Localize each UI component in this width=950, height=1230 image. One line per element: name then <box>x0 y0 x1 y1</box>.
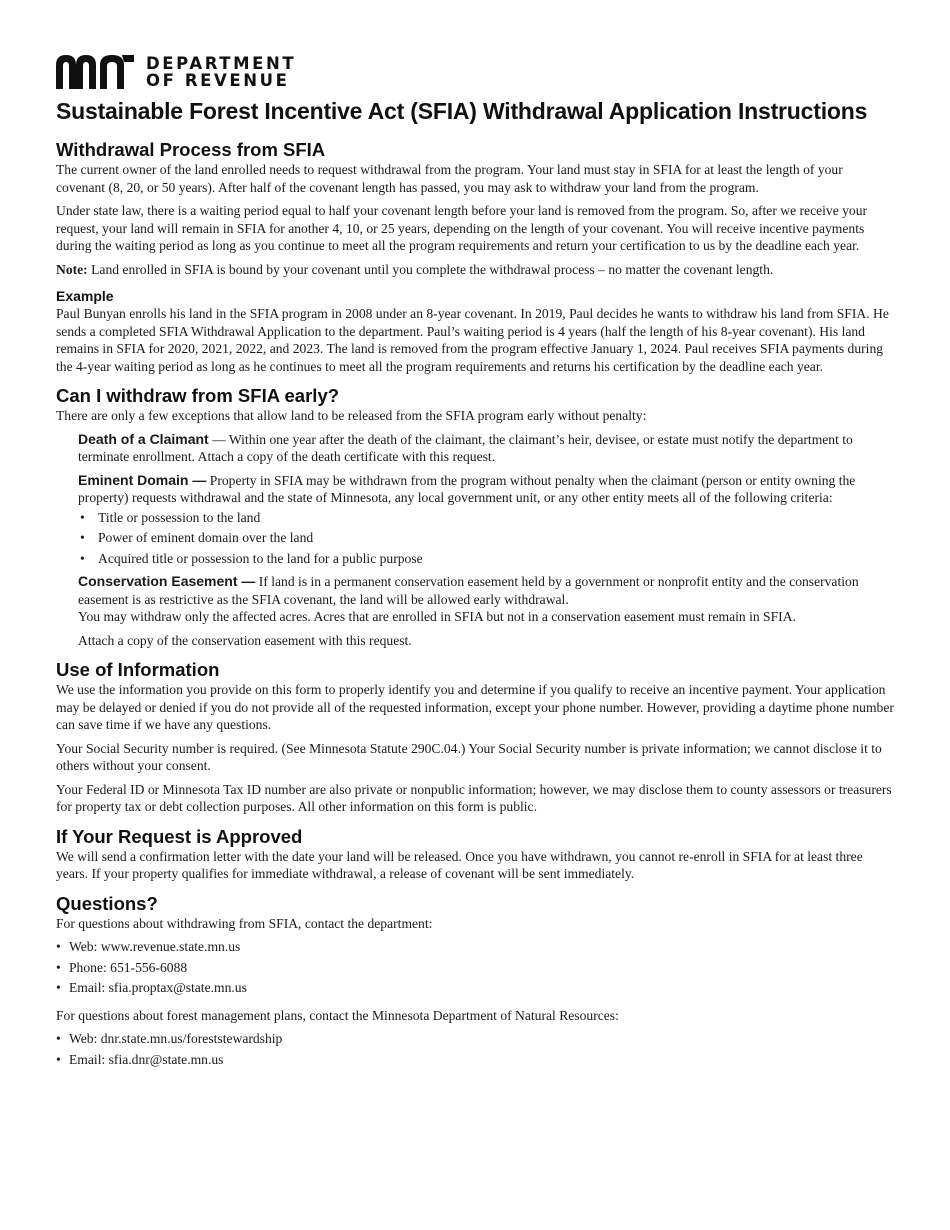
department-logo <box>56 52 894 92</box>
document-page <box>56 52 894 1074</box>
eminent-criteria-list <box>78 509 894 568</box>
approved-paragraph: We will send a confirmation letter with the date your land will be released. Once you have withdrawn, you cannot re-enroll in SFIA for at least three years. If your property qualifies for immediate withdrawal, a release of covenant will be sent immediately. <box>56 848 863 881</box>
eminent-domain <box>78 472 894 507</box>
list-item: • Email: sfia.proptax@state.mn.us <box>56 980 247 995</box>
logo-line-of-revenue: OF REVENUE <box>146 71 290 90</box>
list-item: • Acquired title or possession to the land for a public purpose <box>80 550 423 566</box>
heading-withdraw-early: Can I withdraw from SFIA early? <box>56 385 340 406</box>
list-item: • Title or possession to the land <box>80 509 261 525</box>
example-paragraph: Paul Bunyan enrolls his land in the SFIA program in 2008 under an 8-year covenant. In 2019, Paul decides he wants to withdraw his land from SFIA. He sends a completed SFIA Withdrawal Application to the department. Paul’s waiting period is 4 years (half the length of his 8-year covenant). His land remains in SFIA for 2020, 2021, 2022, and 2023. The land is removed from the program effective January 1, 2024. Paul receives SFIA payments during the 4-year waiting period as long as he continues to meet all the program requirements and returns his certification by the deadline each year. <box>56 306 889 374</box>
list-item: • Email: sfia.dnr@state.mn.us <box>56 1051 224 1067</box>
conservation-text-2: You may withdraw only the affected acres. Acres that are enrolled in SFIA but not in a conservation easement must remain in SFIA. <box>78 609 796 624</box>
eminent-text: Property in SFIA may be withdrawn from the program without penalty when the claimant (person or entity owning the property) requests withdrawal and the state of Minnesota, any local government unit, or any other entity meets all of the following criteria: <box>78 472 856 505</box>
questions-intro-department: For questions about withdrawing from SFIA, contact the department: <box>56 915 433 931</box>
note-label: Note: <box>56 261 88 277</box>
death-text: — Within one year after the death of the claimant, the claimant’s heir, devisee, or estate must notify the department to terminate enrollment. Attach a copy of the death certificate with this request. <box>78 431 853 464</box>
list-item: • Web: www.revenue.state.mn.us <box>56 939 241 954</box>
death-term: Death of a Claimant <box>78 430 209 447</box>
heading-questions: Questions? <box>56 892 158 914</box>
process-note <box>56 261 894 279</box>
heading-use-of-information: Use of Information <box>56 659 220 680</box>
heading-example: Example <box>56 288 114 304</box>
conservation-text: If land is in a permanent conservation easement held by a government or nonprofit entity and the conservation easement is as restrictive as the SFIA covenant, the land will be allowed early withdrawal. <box>78 574 859 607</box>
dnr-contacts-list <box>56 1030 894 1068</box>
list-item: • Web: dnr.state.mn.us/foreststewardship <box>56 1031 283 1046</box>
info-paragraph-1: We use the information you provide on this form to properly identify you and determine if you qualify to receive an incentive payment. Your application may be delayed or denied if you do not provide all of the requested information, except your phone number. However, providing a daytime phone number can save time if we have any questions. <box>56 682 894 732</box>
list-item: • Power of eminent domain over the land <box>80 530 314 545</box>
page-title: Sustainable Forest Incentive Act (SFIA) Withdrawal Application Instructions <box>56 98 868 124</box>
eminent-term: Eminent Domain — <box>78 471 207 488</box>
questions-intro-dnr: For questions about forest management plans, contact the Minnesota Department of Natural Resources: <box>56 1007 619 1023</box>
department-contacts-list <box>56 938 894 997</box>
logo-line-department: DEPARTMENT <box>146 54 297 73</box>
logo-wordmark <box>146 55 296 89</box>
info-paragraph-3: Your Federal ID or Minnesota Tax ID number are also private or nonpublic information; however, we may disclose them to county assessors or treasurers for property tax or debt collection purposes. All other information on this form is public. <box>56 781 892 814</box>
death-of-claimant <box>78 431 894 466</box>
process-paragraph-1: The current owner of the land enrolled needs to request withdrawal from the program. Your land must stay in SFIA for at least the length of your covenant (8, 20, or 50 years). After half of the covenant length has passed, you may ask to withdraw your land from the program. <box>56 162 843 195</box>
conservation-term: Conservation Easement — <box>78 573 256 589</box>
early-intro: There are only a few exceptions that allow land to be released from the SFIA program early without penalty: <box>56 408 647 423</box>
mn-logo-icon <box>56 55 134 89</box>
heading-withdrawal-process: Withdrawal Process from SFIA <box>56 139 326 160</box>
conservation-easement <box>78 573 894 608</box>
list-item: • Phone: 651-556-6088 <box>56 959 188 975</box>
process-paragraph-2: Under state law, there is a waiting period equal to half your covenant length before your land is removed from the program. So, after we receive your request, your land will remain in SFIA for another 4, 10, or 25 years, depending on the length of your covenant. You will receive incentive payments during the waiting period as long as you continue to meet all the program requirements and return your certification to us by the deadline each year. <box>56 203 868 253</box>
conservation-attach: Attach a copy of the conservation easement with this request. <box>78 632 412 648</box>
info-paragraph-2: Your Social Security number is required. (See Minnesota Statute 290C.04.) Your Social Security number is private information; we cannot disclose it to others without your consent. <box>56 740 882 773</box>
heading-request-approved: If Your Request is Approved <box>56 825 303 847</box>
note-text: Land enrolled in SFIA is bound by your covenant until you complete the withdrawal process – no matter the covenant length. <box>87 261 774 277</box>
